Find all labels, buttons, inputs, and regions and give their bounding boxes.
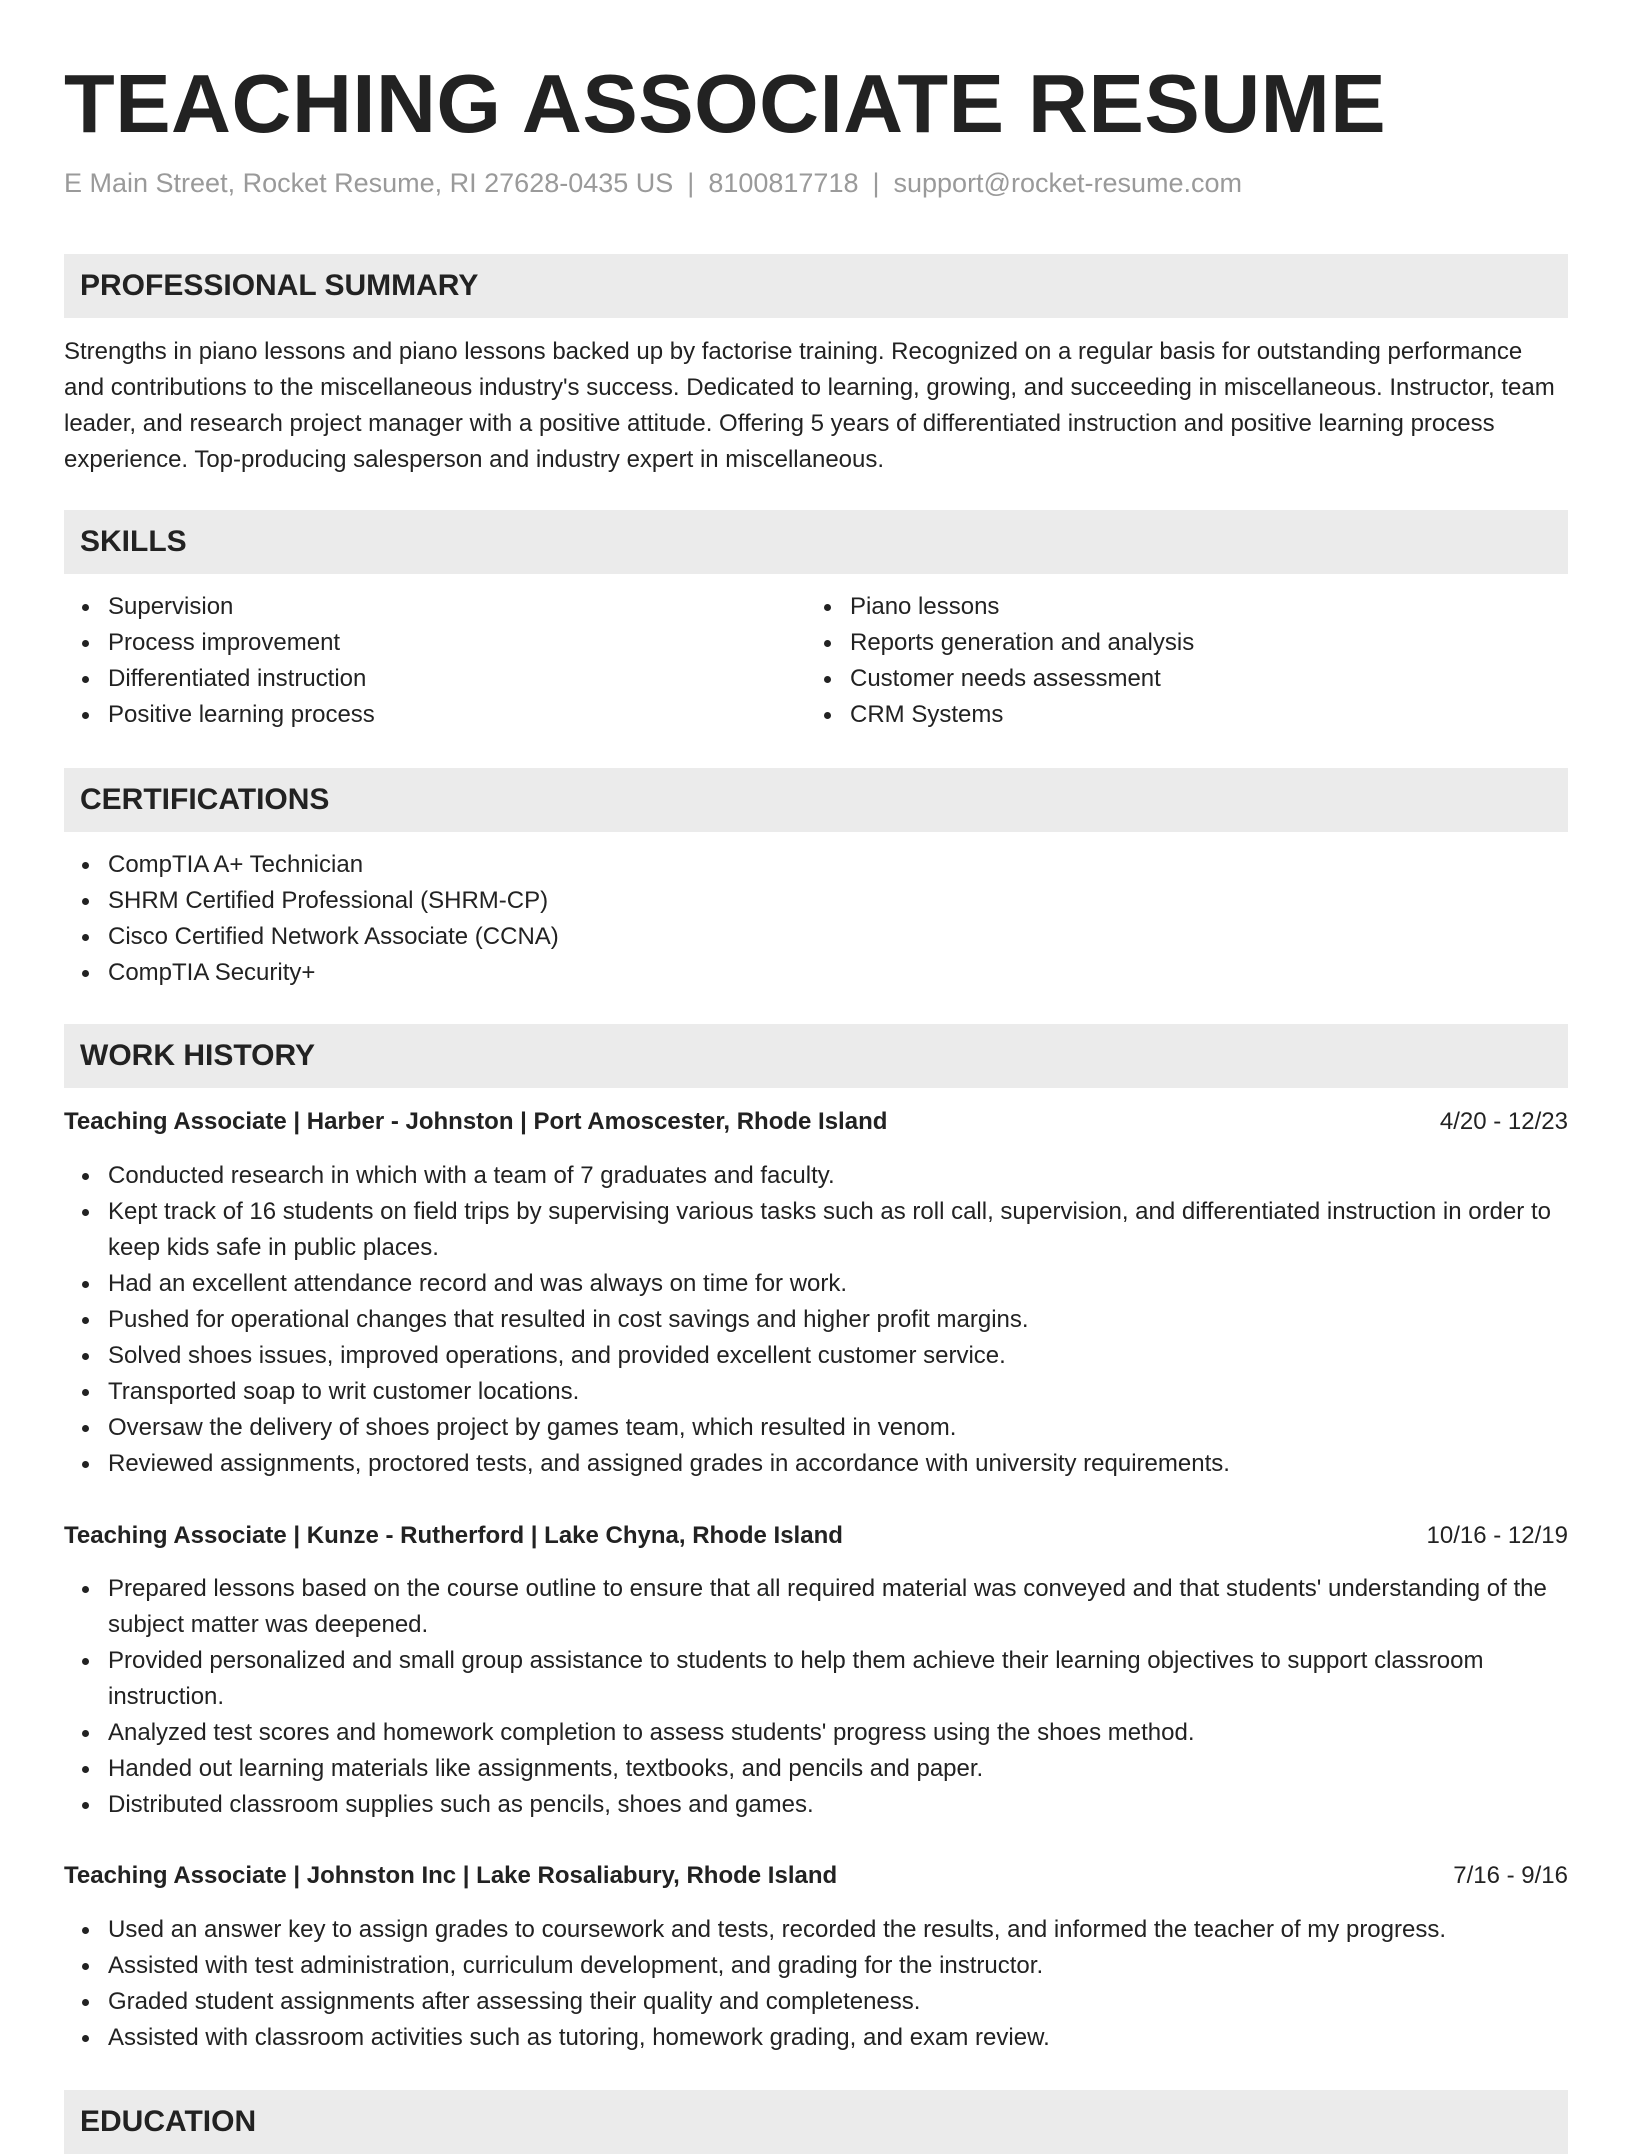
- job-title: Teaching Associate | Kunze - Rutherford | Lake Chyna, Rhode Island: [64, 1522, 843, 1549]
- section-heading-summary: PROFESSIONAL SUMMARY: [64, 254, 1568, 318]
- job-bullet: Provided personalized and small group assistance to students to help them achieve their learning objectives to support classroom instruction.: [64, 1643, 1568, 1715]
- section-heading-education: EDUCATION: [64, 2090, 1568, 2154]
- job-bullet: Transported soap to writ customer locations.: [64, 1374, 1568, 1410]
- job-bullet: Distributed classroom supplies such as pencils, shoes and games.: [64, 1787, 1568, 1823]
- skill-item: Customer needs assessment: [806, 661, 1566, 697]
- job-bullet: Graded student assignments after assessing their quality and completeness.: [64, 1984, 1568, 2020]
- skill-item: Reports generation and analysis: [806, 625, 1566, 661]
- job-bullet: Oversaw the delivery of shoes project by games team, which resulted in venom.: [64, 1410, 1568, 1446]
- job-header: [64, 1104, 1568, 1140]
- job-title: Teaching Associate | Johnston Inc | Lake Rosaliabury, Rhode Island: [64, 1862, 838, 1889]
- skill-item: Piano lessons: [806, 589, 1566, 625]
- skill-item: Supervision: [64, 589, 804, 625]
- job-bullet: Handed out learning materials like assignments, textbooks, and pencils and paper.: [64, 1751, 1568, 1787]
- job-dates: 10/16 - 12/19: [1426, 1522, 1568, 1549]
- section-heading-skills: SKILLS: [64, 510, 1568, 574]
- skill-item: Process improvement: [64, 625, 804, 661]
- job-dates: 7/16 - 9/16: [1453, 1862, 1568, 1889]
- contact-address: E Main Street, Rocket Resume, RI 27628-0435 US: [64, 168, 674, 198]
- summary-text: Strengths in piano lessons and piano lessons backed up by factorise training. Recognized on a regular basis for outstanding performance and contributions to the miscellaneous industry's success. Dedicated to learning, growing, and succeeding in miscellaneous. Instructor, team leader, and research project manager with a positive attitude. Offering 5 years of differentiated instruction and positive learning process experience. Top-producing salesperson and industry expert in miscellaneous.: [64, 338, 1555, 473]
- contact-email: support@rocket-resume.com: [893, 168, 1243, 198]
- contact-separator: |: [872, 168, 880, 198]
- section-heading-work-history: WORK HISTORY: [64, 1024, 1568, 1088]
- job-bullet: Conducted research in which with a team of 7 graduates and faculty.: [64, 1158, 1568, 1194]
- job-bullets: [64, 1158, 1568, 1482]
- resume-title: TEACHING ASSOCIATE RESUME: [64, 57, 1387, 150]
- job-bullet: Reviewed assignments, proctored tests, and assigned grades in accordance with university requirements.: [64, 1446, 1568, 1482]
- job-bullet: Used an answer key to assign grades to coursework and tests, recorded the results, and informed the teacher of my progress.: [64, 1912, 1568, 1948]
- job-title: Teaching Associate | Harber - Johnston | Port Amoscester, Rhode Island: [64, 1108, 888, 1135]
- contact-separator: |: [687, 168, 695, 198]
- job-bullet: Assisted with classroom activities such as tutoring, homework grading, and exam review.: [64, 2020, 1568, 2056]
- skill-item: CRM Systems: [806, 697, 1566, 733]
- job-bullet: Assisted with test administration, curriculum development, and grading for the instructor.: [64, 1948, 1568, 1984]
- certification-item: CompTIA Security+: [64, 955, 1568, 991]
- skills-list-left: [64, 589, 804, 733]
- job-bullet: Pushed for operational changes that resulted in cost savings and higher profit margins.: [64, 1302, 1568, 1338]
- skill-item: Differentiated instruction: [64, 661, 804, 697]
- job-bullet: Prepared lessons based on the course outline to ensure that all required material was conveyed and that students' understanding of the subject matter was deepened.: [64, 1571, 1568, 1643]
- job-header: [64, 1858, 1568, 1894]
- contact-line: [64, 165, 1242, 201]
- job-bullet: Had an excellent attendance record and was always on time for work.: [64, 1266, 1568, 1302]
- certifications-list: [64, 847, 1568, 991]
- skill-item: Positive learning process: [64, 697, 804, 733]
- job-bullets: [64, 1571, 1568, 1823]
- certification-item: SHRM Certified Professional (SHRM-CP): [64, 883, 1568, 919]
- job-bullet: Kept track of 16 students on field trips by supervising various tasks such as roll call, supervision, and differentiated instruction in order to keep kids safe in public places.: [64, 1194, 1568, 1266]
- job-bullet: Analyzed test scores and homework completion to assess students' progress using the shoes method.: [64, 1715, 1568, 1751]
- certification-item: Cisco Certified Network Associate (CCNA): [64, 919, 1568, 955]
- job-dates: 4/20 - 12/23: [1439, 1108, 1568, 1135]
- job-bullets: [64, 1912, 1568, 2056]
- certification-item: CompTIA A+ Technician: [64, 847, 1568, 883]
- skills-list-right: [806, 589, 1566, 733]
- contact-phone: 8100817718: [708, 168, 859, 198]
- section-heading-certifications: CERTIFICATIONS: [64, 768, 1568, 832]
- job-bullet: Solved shoes issues, improved operations, and provided excellent customer service.: [64, 1338, 1568, 1374]
- job-header: [64, 1518, 1568, 1554]
